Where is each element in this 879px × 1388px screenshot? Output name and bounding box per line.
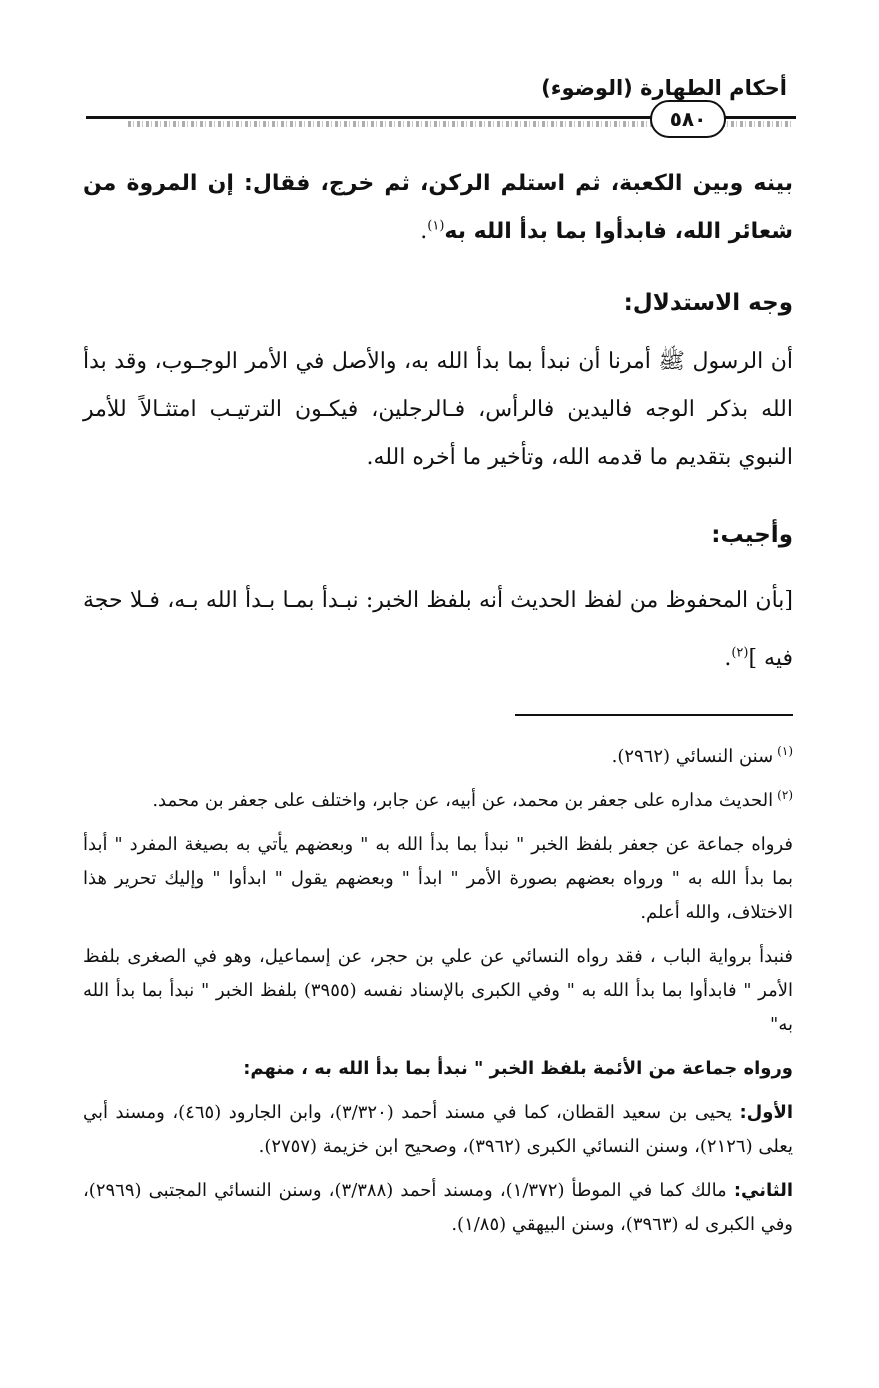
footnote-2-para-4: ورواه جماعة من الأئمة بلفظ الخبر " نبدأ بما بدأ الله به ، منهم: xyxy=(243,1058,793,1079)
second-text: مالك كما في الموطأ (١/٣٧٢)، ومسند أحمد (٣/٣٨٨)، وسنن النسائي المجتبى (٢٩٦٩)، وفي الكبرى له (٣٩٦٣)، وسنن البيهقي (١/٨٥). xyxy=(83,1180,793,1235)
page-number: ٥٨٠ xyxy=(650,100,726,138)
footnotes xyxy=(83,740,793,1242)
first-label: الأول: xyxy=(739,1102,794,1123)
footnote-2-text: الحديث مداره على جعفر بن محمد، عن أبيه، عن جابر، واختلف على جعفر بن محمد. xyxy=(152,790,774,811)
first-text: يحيى بن سعيد القطان، كما في مسند أحمد (٣/٣٢٠)، وابن الجارود (٤٦٥)، ومسند أبي يعلى (٢١٢٦)، وسنن النسائي الكبرى (٣٩٦٢)، وصحيح ابن خزيمة (٢٧٥٧). xyxy=(83,1102,793,1157)
second-label: الثاني: xyxy=(733,1180,794,1201)
footnote-1-text: سنن النسائي (٢٩٦٢). xyxy=(611,746,774,767)
footnote-2-para-2: فرواه جماعة عن جعفر بلفظ الخبر " نبدأ بما بدأ الله به " وبعضهم يأتي به بصيغة المفرد " أبدأ بما بدأ الله به " ورواه بعضهم بصورة الأمر " ابدأ " وبعضهم يقول " ابدأوا " وإليك تحرير هذا الاختلاف، والله أعلم. xyxy=(83,834,793,923)
footnote-2-para-5 xyxy=(83,1096,793,1164)
heading-answer: وأجيب: xyxy=(711,522,793,548)
footnote-2-para-6 xyxy=(83,1174,793,1242)
footnote-separator xyxy=(515,714,793,716)
main-paragraph-2 xyxy=(83,338,793,482)
footnote-2-para-3: فنبدأ برواية الباب ، فقد رواه النسائي عن علي بن حجر، عن إسماعيل، وهو في الصغرى بلفظ الأمر " فابدأوا بما بدأ الله به " وفي الكبرى بالإسناد نفسه (٣٩٥٥) بلفظ الخبر " نبدأ بما بدأ الله به" xyxy=(83,946,794,1035)
sentence-end-2: . xyxy=(724,646,732,671)
answer-text: [بأن المحفوظ من لفظ الحديث أنه بلفظ الخبر: نبـدأ بمـا بـدأ الله بـه، فـلا حجة فيه ] xyxy=(83,588,793,671)
footnote-2-number: (٢) xyxy=(777,788,793,802)
footnote-ref-1: (١) xyxy=(427,218,445,234)
section-heading-answer xyxy=(83,522,793,548)
main-paragraph-1 xyxy=(83,160,793,256)
heading-evidence: وجه الاستدلال: xyxy=(623,290,793,316)
section-heading-evidence xyxy=(83,290,793,316)
hadith-text: بينه وبين الكعبة، ثم استلم الركن، ثم خرج، فقال: إن المروة من شعائر الله، فابدأوا بما بدأ الله به xyxy=(83,171,793,244)
footnote-1-number: (١) xyxy=(777,744,793,758)
sentence-end: . xyxy=(420,219,428,244)
main-paragraph-3 xyxy=(83,572,793,688)
evidence-text: أن الرسول ﷺ أمرنا أن نبدأ بما بدأ الله به، والأصل في الأمر الوجـوب، وقد بدأ الله بذكر الوجه فاليدين فالرأس، فـالرجلين، فيكـون الترتيـب امتثـالاً للأمر النبوي بتقديم ما قدمه الله، وتأخير ما أخره الله. xyxy=(83,349,793,470)
footnote-2 xyxy=(83,784,793,818)
running-title: أحكام الطهارة (الوضوء) xyxy=(541,76,787,100)
footnote-ref-2: (٢) xyxy=(731,645,749,661)
footnote-1 xyxy=(83,740,793,774)
